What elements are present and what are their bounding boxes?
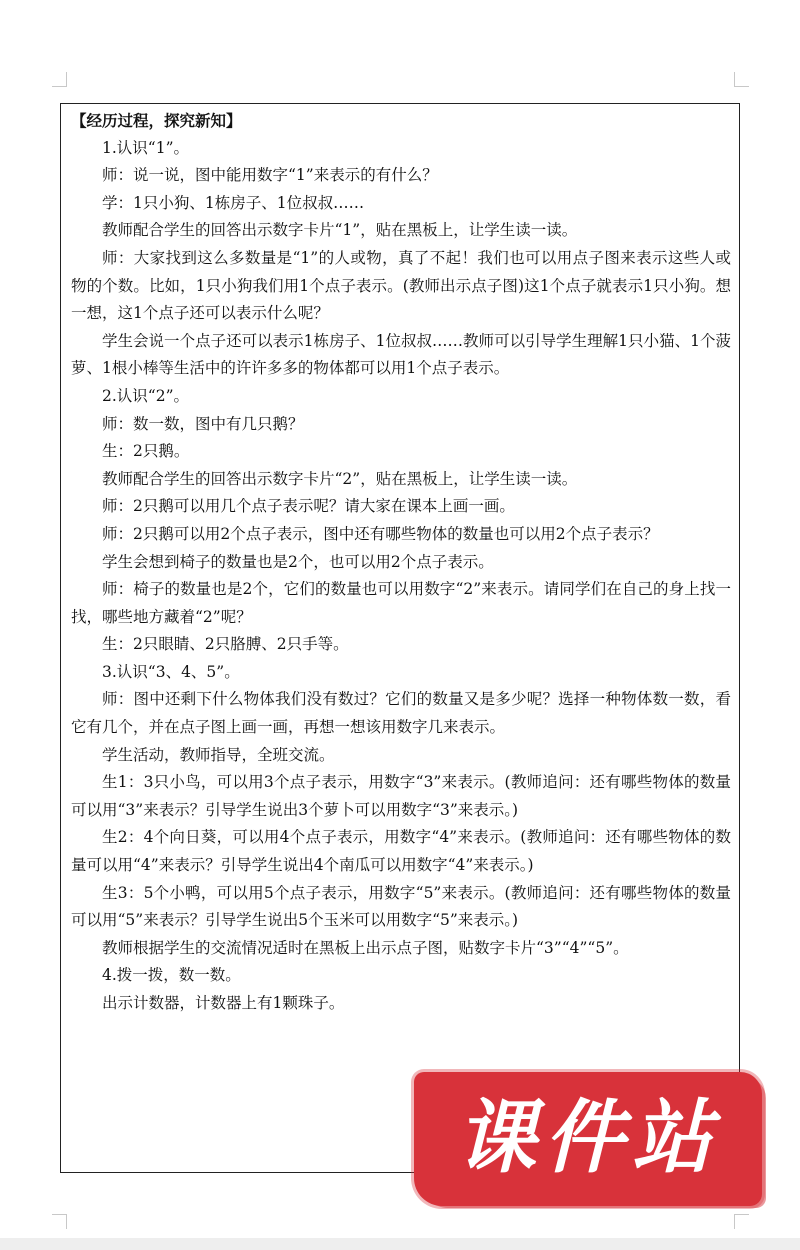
paragraph: 师：大家找到这么多数量是“1”的人或物，真了不起！我们也可以用点子图来表示这些人或物的个数。比如，1只小狗我们用1个点子表示。(教师出示点子图)这1个点子就表示1只小狗。想一想，这1个点子还可以表示什么呢？ bbox=[71, 248, 731, 323]
crop-mark-top-right bbox=[734, 72, 749, 87]
paragraph: 出示计数器，计数器上有1颗珠子。 bbox=[102, 994, 345, 1012]
paragraph: 师：椅子的数量也是2个，它们的数量也可以用数字“2”来表示。请同学们在自己的身上找一找，哪些地方藏着“2”呢？ bbox=[71, 580, 731, 626]
paragraph: 师：图中还剩下什么物体我们没有数过？它们的数量又是多少呢？选择一种物体数一数，看它有几个，并在点子图上画一画，再想一想该用数字几来表示。 bbox=[71, 690, 731, 737]
paragraph: 学：1只小狗、1栋房子、1位叔叔…… bbox=[102, 193, 365, 212]
paragraph: 师：2只鹅可以用几个点子表示呢？请大家在课本上画一画。 bbox=[102, 497, 515, 516]
paragraph: 师：数一数，图中有几只鹅？ bbox=[102, 414, 304, 433]
paragraph: 生：2只眼睛、2只胳膊、2只手等。 bbox=[102, 635, 349, 654]
section-heading: 【经历过程，探究新知】 bbox=[71, 111, 242, 130]
paragraph: 1.认识“1”。 bbox=[102, 138, 189, 157]
table-cell-frame bbox=[60, 103, 740, 1173]
crop-mark-bottom-left bbox=[52, 1214, 67, 1229]
watermark-stamp bbox=[414, 1072, 762, 1206]
paragraph: 师：2只鹅可以用2个点子表示，图中还有哪些物体的数量也可以用2个点子表示？ bbox=[102, 524, 659, 543]
page-bottom-bar bbox=[0, 1238, 800, 1250]
paragraph: 学生活动，教师指导，全班交流。 bbox=[102, 745, 335, 764]
paragraph: 教师根据学生的交流情况适时在黑板上出示点子图，贴数字卡片“3”“4”“5”。 bbox=[102, 938, 629, 957]
paragraph: 4.拨一拨，数一数。 bbox=[102, 966, 241, 985]
paragraph: 生2：4个向日葵，可以用4个点子表示，用数字“4”来表示。(教师追问：还有哪些物体的数量可以用“4”来表示？引导学生说出4个南瓜可以用数字“4”来表示。) bbox=[71, 828, 731, 875]
crop-mark-top-left bbox=[52, 72, 67, 87]
paragraph: 教师配合学生的回答出示数字卡片“2”，贴在黑板上，让学生读一读。 bbox=[102, 469, 578, 488]
watermark-text: 课件站 bbox=[456, 1091, 720, 1184]
paragraph: 学生会想到椅子的数量也是2个，也可以用2个点子表示。 bbox=[102, 552, 494, 571]
paragraph: 教师配合学生的回答出示数字卡片“1”，贴在黑板上，让学生读一读。 bbox=[102, 221, 578, 240]
paragraph: 学生会说一个点子还可以表示1栋房子、1位叔叔……教师可以引导学生理解1只小猫、1个菠萝、1根小棒等生活中的许许多多的物体都可以用1个点子表示。 bbox=[71, 331, 731, 378]
crop-mark-bottom-right bbox=[734, 1214, 749, 1229]
paragraph: 生：2只鹅。 bbox=[102, 442, 190, 461]
paragraph: 师：说一说，图中能用数字“1”来表示的有什么？ bbox=[102, 166, 438, 185]
paragraph: 3.认识“3、4、5”。 bbox=[102, 662, 240, 681]
paragraph: 2.认识“2”。 bbox=[102, 386, 189, 405]
paragraph: 生3：5个小鸭，可以用5个点子表示，用数字“5”来表示。(教师追问：还有哪些物体的数量可以用“5”来表示？引导学生说出5个玉米可以用数字“5”来表示。) bbox=[71, 883, 731, 930]
lesson-content bbox=[71, 107, 731, 1018]
paragraph: 生1：3只小鸟，可以用3个点子表示，用数字“3”来表示。(教师追问：还有哪些物体的数量可以用“3”来表示？引导学生说出3个萝卜可以用数字“3”来表示。) bbox=[71, 773, 731, 819]
